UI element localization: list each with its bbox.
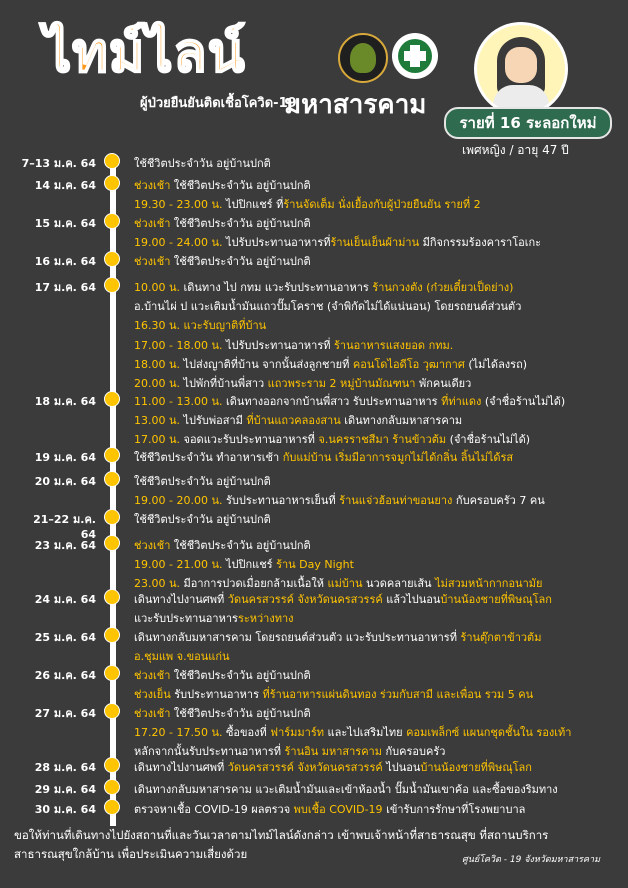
timeline-entry-line bbox=[134, 472, 271, 490]
highlight-text: 13.00 น. bbox=[134, 414, 184, 428]
page-subtitle: ผู้ป่วยยืนยันติดเชื้อโควิด-19 bbox=[140, 96, 297, 111]
entry-text: รับประทานอาหารเย็นที่ bbox=[225, 494, 340, 508]
highlight-text: ช่วงเช้า bbox=[134, 707, 174, 720]
highlight-text: วัดนครสวรรค์ จังหวัดนครสวรรค์ bbox=[227, 761, 387, 774]
entry-text: เดินทางกลับมหาสารคาม โดยรถยนต์ส่วนตัว แวะรับประทานอาหารที่ bbox=[134, 631, 461, 644]
entry-text: ไปปิกแชร์ ที่ bbox=[225, 198, 284, 212]
highlight-text: ร้านอิน มหาสารคาม bbox=[284, 745, 386, 759]
entry-text: ไปนอน bbox=[386, 761, 421, 774]
timeline-entry-line bbox=[134, 392, 565, 410]
entry-text: เดินทางกลับมหาสารคาม แวะเติมน้ำมันและเข้าห้องน้ำ ปั๊มน้ำมันเขาค้อ และซื้อของริมทาง bbox=[134, 783, 558, 796]
timeline-date: 18 ม.ค. 64 bbox=[34, 395, 96, 408]
entry-text: (จำชื่อร้านไม่ได้) bbox=[484, 395, 566, 408]
timeline-dot-icon bbox=[104, 213, 120, 229]
entry-text: ไปรับพ่อสามี bbox=[183, 414, 247, 428]
highlight-text: ช่วงเช้า bbox=[134, 669, 174, 682]
timeline-entry-line bbox=[134, 355, 527, 373]
timeline-dot-icon bbox=[104, 277, 120, 293]
highlight-text: ร้านเย็นเย็นผ้าม่าน bbox=[330, 236, 423, 250]
highlight-text: กับแม่บ้าน เริ่มมีอาการจมูกไม่ได้กลิ่น ลิ้นไม่ได้รส bbox=[282, 451, 514, 464]
timeline-date: 17 ม.ค. 64 bbox=[34, 281, 96, 294]
timeline-dot-icon bbox=[104, 509, 120, 525]
highlight-text: ช่วงเช้า bbox=[134, 217, 174, 230]
timeline-entry-line bbox=[134, 297, 521, 315]
timeline-entry-line bbox=[134, 536, 311, 554]
highlight-text: 17.00 น. bbox=[134, 433, 184, 447]
highlight-text: แม่บ้าน bbox=[327, 577, 367, 591]
highlight-text: 19.00 - 20.00 น. bbox=[134, 494, 226, 508]
timeline-entry-line bbox=[134, 628, 541, 646]
timeline-entry-line bbox=[134, 214, 311, 232]
entry-text: ไปปิกแชร์ bbox=[225, 558, 277, 572]
timeline-entry-line bbox=[134, 780, 558, 798]
highlight-text: อ.ชุมแพ จ.ขอนแก่น bbox=[134, 650, 230, 664]
entry-text: หลักจากนั้นรับประทานอาหารที่ bbox=[134, 745, 285, 759]
timeline-dot-icon bbox=[104, 665, 120, 681]
timeline-entry-line bbox=[134, 590, 552, 608]
timeline-date: 28 ม.ค. 64 bbox=[34, 761, 96, 774]
entry-text: มีกิจกรรมร้องคาราโอเกะ bbox=[422, 236, 542, 250]
entry-text: ใช้ชีวิตประจำวัน อยู่บ้านปกติ bbox=[173, 539, 311, 552]
entry-text: ใช้ชีวิตประจำวัน อยู่บ้านปกติ bbox=[173, 707, 311, 720]
timeline-entry-line bbox=[134, 758, 532, 776]
timeline-dot-icon bbox=[104, 447, 120, 463]
timeline-entry-line bbox=[134, 278, 513, 296]
timeline-entry-line bbox=[134, 666, 311, 684]
page-title: ไทม์ไลน์ bbox=[44, 21, 246, 84]
entry-text: เดินทาง ไป กทม แวะรับประทานอาหาร bbox=[183, 281, 373, 294]
entry-text: ไปรับประทานอาหารที่ bbox=[225, 236, 331, 250]
highlight-text: 17.00 - 18.00 น. bbox=[134, 338, 226, 352]
timeline-entry-line bbox=[134, 555, 354, 573]
timeline-date: 16 ม.ค. 64 bbox=[34, 255, 96, 268]
timeline-dot-icon bbox=[104, 627, 120, 643]
entry-text: กับครอบครัว bbox=[385, 745, 446, 759]
timeline-entry-line bbox=[134, 316, 266, 334]
credit-text: ศูนย์โควิด - 19 จังหวัดมหาสารคาม bbox=[462, 855, 600, 865]
entry-text: ใช้ชีวิตประจำวัน อยู่บ้านปกติ bbox=[173, 179, 311, 192]
entry-text: ไปส่งญาติที่บ้าน จากนั้นส่งลูกชายที่ bbox=[183, 357, 353, 371]
timeline-entry-line bbox=[134, 685, 533, 703]
entry-text: นวดคลายเส้น bbox=[366, 577, 436, 591]
entry-text: เดินทางไปงานศพที่ bbox=[134, 761, 228, 774]
highlight-text: ฟาร์มมาร์ท bbox=[270, 726, 328, 740]
entry-text: เดินทางกลับมหาสารคาม bbox=[344, 414, 463, 428]
entry-text: ใช้ชีวิตประจำวัน อยู่บ้านปกติ bbox=[173, 669, 311, 682]
timeline-entry-line bbox=[134, 195, 481, 213]
timeline-date: 30 ม.ค. 64 bbox=[34, 803, 96, 816]
timeline-entry-line bbox=[134, 430, 530, 448]
entry-text: จอดแวะรับประทานอาหารที่ bbox=[183, 433, 319, 447]
timeline-entry-line bbox=[134, 723, 572, 741]
timeline-entry-line bbox=[134, 491, 545, 509]
highlight-text: ช่วงเช้า bbox=[134, 255, 174, 268]
highlight-text: 19.00 - 24.00 น. bbox=[134, 236, 226, 250]
timeline-entry-line bbox=[134, 252, 311, 270]
entry-text: (จำชื่อร้านไม่ได้) bbox=[449, 433, 531, 447]
highlight-text: คอมเพล็กซ์ แผนกชุดชั้นใน รองเท้า bbox=[406, 726, 572, 740]
highlight-text: ร้านกวงตัง (ก๋วยเตี๋ยวเป็ดย่าง) bbox=[372, 281, 514, 294]
highlight-text: ร้านจัดเต็ม นั่งเยื้องกับผู้ป่วยยืนยัน รายที่ 2 bbox=[283, 198, 481, 212]
entry-text: ใช้ชีวิตประจำวัน ทำอาหารเช้า bbox=[134, 451, 283, 464]
patient-info: เพศหญิง / อายุ 47 ปี bbox=[462, 143, 569, 157]
timeline-date: 29 ม.ค. 64 bbox=[34, 783, 96, 796]
entry-text: ใช้ชีวิตประจำวัน อยู่บ้านปกติ bbox=[173, 255, 311, 268]
entry-text: ใช้ชีวิตประจำวัน อยู่บ้านปกติ bbox=[173, 217, 311, 230]
highlight-text: แถวพระราม 2 หมู่บ้านมัณฑนา bbox=[267, 377, 419, 390]
entry-text: เดินทางไปงานศพที่ bbox=[134, 593, 228, 606]
timeline-date: 26 ม.ค. 64 bbox=[34, 669, 96, 682]
entry-text: (ไม่ได้ลงรถ) bbox=[468, 357, 528, 371]
timeline-dot-icon bbox=[104, 251, 120, 267]
timeline-entry-line bbox=[134, 704, 311, 722]
highlight-text: ร้าน Day Night bbox=[276, 558, 354, 572]
highlight-text: ร้านตุ๊กตาข้าวต้ม bbox=[460, 631, 542, 644]
timeline-dot-icon bbox=[104, 779, 120, 795]
timeline-entry-line bbox=[134, 800, 525, 818]
timeline-dot-icon bbox=[104, 153, 120, 169]
entry-text: พักคนเดียว bbox=[418, 377, 472, 390]
highlight-text: บ้านน้องชายที่พิษณุโลก bbox=[440, 593, 552, 606]
timeline-dot-icon bbox=[104, 799, 120, 815]
highlight-text: ระหว่างทาง bbox=[237, 612, 294, 626]
highlight-text: คอนโดไอดีโอ วุฒากาศ bbox=[352, 357, 469, 371]
timeline-entry-line bbox=[134, 374, 471, 392]
advisory-line-1: ขอให้ท่านที่เดินทางไปยังสถานที่และวันเวลาตามไทม์ไลน์ดังกล่าว เข้าพบเจ้าหน้าที่สาธารณสุข ที่สถานบริการ bbox=[14, 828, 549, 842]
timeline-dot-icon bbox=[104, 471, 120, 487]
entry-text: เดินทางออกจากบ้านพี่สาว รับประทานอาหาร bbox=[225, 395, 442, 408]
entry-text: และไปเสริมไทย bbox=[327, 726, 407, 740]
timeline-entry-line bbox=[134, 647, 230, 665]
timeline-entry-line bbox=[134, 176, 311, 194]
province-name: มหาสารคาม bbox=[284, 90, 427, 120]
public-health-logo-icon bbox=[392, 33, 438, 79]
timeline-date: 20 ม.ค. 64 bbox=[34, 475, 96, 488]
timeline-dot-icon bbox=[104, 703, 120, 719]
timeline-date: 21–22 ม.ค. 64 bbox=[33, 513, 96, 541]
highlight-text: วัดนครสวรรค์ จังหวัดนครสวรรค์ bbox=[227, 593, 387, 606]
case-badge: รายที่ 16 ระลอกใหม่ bbox=[444, 107, 612, 139]
highlight-text: 16.30 น. แวะรับญาติที่บ้าน bbox=[134, 319, 267, 333]
timeline-dot-icon bbox=[104, 757, 120, 773]
timeline-date: 7–13 ม.ค. 64 bbox=[21, 157, 96, 170]
timeline-date: 15 ม.ค. 64 bbox=[34, 217, 96, 230]
timeline-entry-line bbox=[134, 411, 462, 429]
highlight-text: 11.00 - 13.00 น. bbox=[134, 395, 226, 408]
highlight-text: ช่วงเช้า bbox=[134, 539, 174, 552]
tree-logo-icon bbox=[338, 33, 388, 83]
entry-text: ใช้ชีวิตประจำวัน อยู่บ้านปกติ bbox=[134, 157, 271, 170]
highlight-text: พบเชื้อ COVID-19 bbox=[293, 803, 387, 816]
entry-text: ไปพักที่บ้านพี่สาว bbox=[183, 377, 268, 390]
timeline-entry-line bbox=[134, 233, 541, 251]
highlight-text: 20.00 น. bbox=[134, 377, 184, 390]
entry-text: แวะรับประทานอาหาร bbox=[134, 612, 238, 626]
entry-text: เข้ารับการรักษาที่โรงพยาบาล bbox=[386, 803, 526, 816]
timeline-date: 14 ม.ค. 64 bbox=[34, 179, 96, 192]
timeline-dot-icon bbox=[104, 391, 120, 407]
entry-text: มีอาการปวดเมื่อยกล้ามเนื้อให้ bbox=[183, 577, 328, 591]
entry-text: ไปรับประทานอาหารที่ bbox=[225, 338, 334, 352]
highlight-text: 10.00 น. bbox=[134, 281, 184, 294]
timeline-entry-line bbox=[134, 154, 271, 172]
timeline-entry-line bbox=[134, 336, 453, 354]
highlight-text: ช่วงเย็น bbox=[134, 688, 175, 702]
highlight-text: ที่ท่าแดง bbox=[441, 395, 485, 408]
entry-text: อ.บ้านไผ่ ป แวะเติมน้ำมันแถวปั๊มโคราช (จำพิกัดไม่ได้แน่นอน) โดยรถยนต์ส่วนตัว bbox=[134, 300, 522, 314]
timeline-dot-icon bbox=[104, 589, 120, 605]
timeline-entry-line bbox=[134, 609, 294, 627]
highlight-text: 19.30 - 23.00 น. bbox=[134, 198, 226, 212]
entry-text: ใช้ชีวิตประจำวัน อยู่บ้านปกติ bbox=[134, 513, 271, 526]
timeline-date: 24 ม.ค. 64 bbox=[34, 593, 96, 606]
timeline-dot-icon bbox=[104, 535, 120, 551]
timeline-date: 23 ม.ค. 64 bbox=[34, 539, 96, 552]
highlight-text: 19.00 - 21.00 น. bbox=[134, 558, 226, 572]
entry-text: ตรวจหาเชื้อ COVID-19 ผลตรวจ bbox=[134, 803, 294, 816]
highlight-text: 18.00 น. bbox=[134, 357, 184, 371]
entry-text: รับประทานอาหาร bbox=[174, 688, 263, 702]
patient-avatar-icon bbox=[474, 22, 568, 116]
highlight-text: ที่บ้านแถวคลองสาน bbox=[246, 414, 345, 428]
advisory-line-2: สาธารณสุขใกล้บ้าน เพื่อประเมินความเสี่ยงด้วย bbox=[14, 847, 248, 861]
highlight-text: ที่ร้านอาหารแผ่นดินทอง ร่วมกับสามี และเพื่อน รวม 5 คน bbox=[262, 688, 534, 702]
timeline-date: 19 ม.ค. 64 bbox=[34, 451, 96, 464]
highlight-text: 23.00 น. bbox=[134, 577, 184, 591]
highlight-text: จ.นครราชสีมา ร้านข้าวต้ม bbox=[318, 433, 450, 447]
timeline-date: 25 ม.ค. 64 bbox=[34, 631, 96, 644]
entry-text: กับครอบครัว 7 คน bbox=[455, 494, 545, 508]
highlight-text: ร้านแจ่วฮ้อนท่าขอนยาง bbox=[339, 494, 456, 508]
highlight-text: 17.20 - 17.50 น. bbox=[134, 726, 226, 740]
timeline-entry-line bbox=[134, 510, 271, 528]
highlight-text: ช่วงเช้า bbox=[134, 179, 174, 192]
highlight-text: ร้านอาหารแสงยอด กทม. bbox=[333, 338, 454, 352]
timeline-entry-line bbox=[134, 448, 513, 466]
highlight-text: บ้านน้องชายที่พิษณุโลก bbox=[420, 761, 532, 774]
entry-text: ใช้ชีวิตประจำวัน อยู่บ้านปกติ bbox=[134, 475, 271, 488]
timeline-date: 27 ม.ค. 64 bbox=[34, 707, 96, 720]
highlight-text: ไม่สวมหน้ากากอนามัย bbox=[435, 577, 543, 591]
timeline-dot-icon bbox=[104, 175, 120, 191]
entry-text: แล้วไปนอน bbox=[386, 593, 441, 606]
entry-text: ซื้อของที่ bbox=[225, 726, 271, 740]
